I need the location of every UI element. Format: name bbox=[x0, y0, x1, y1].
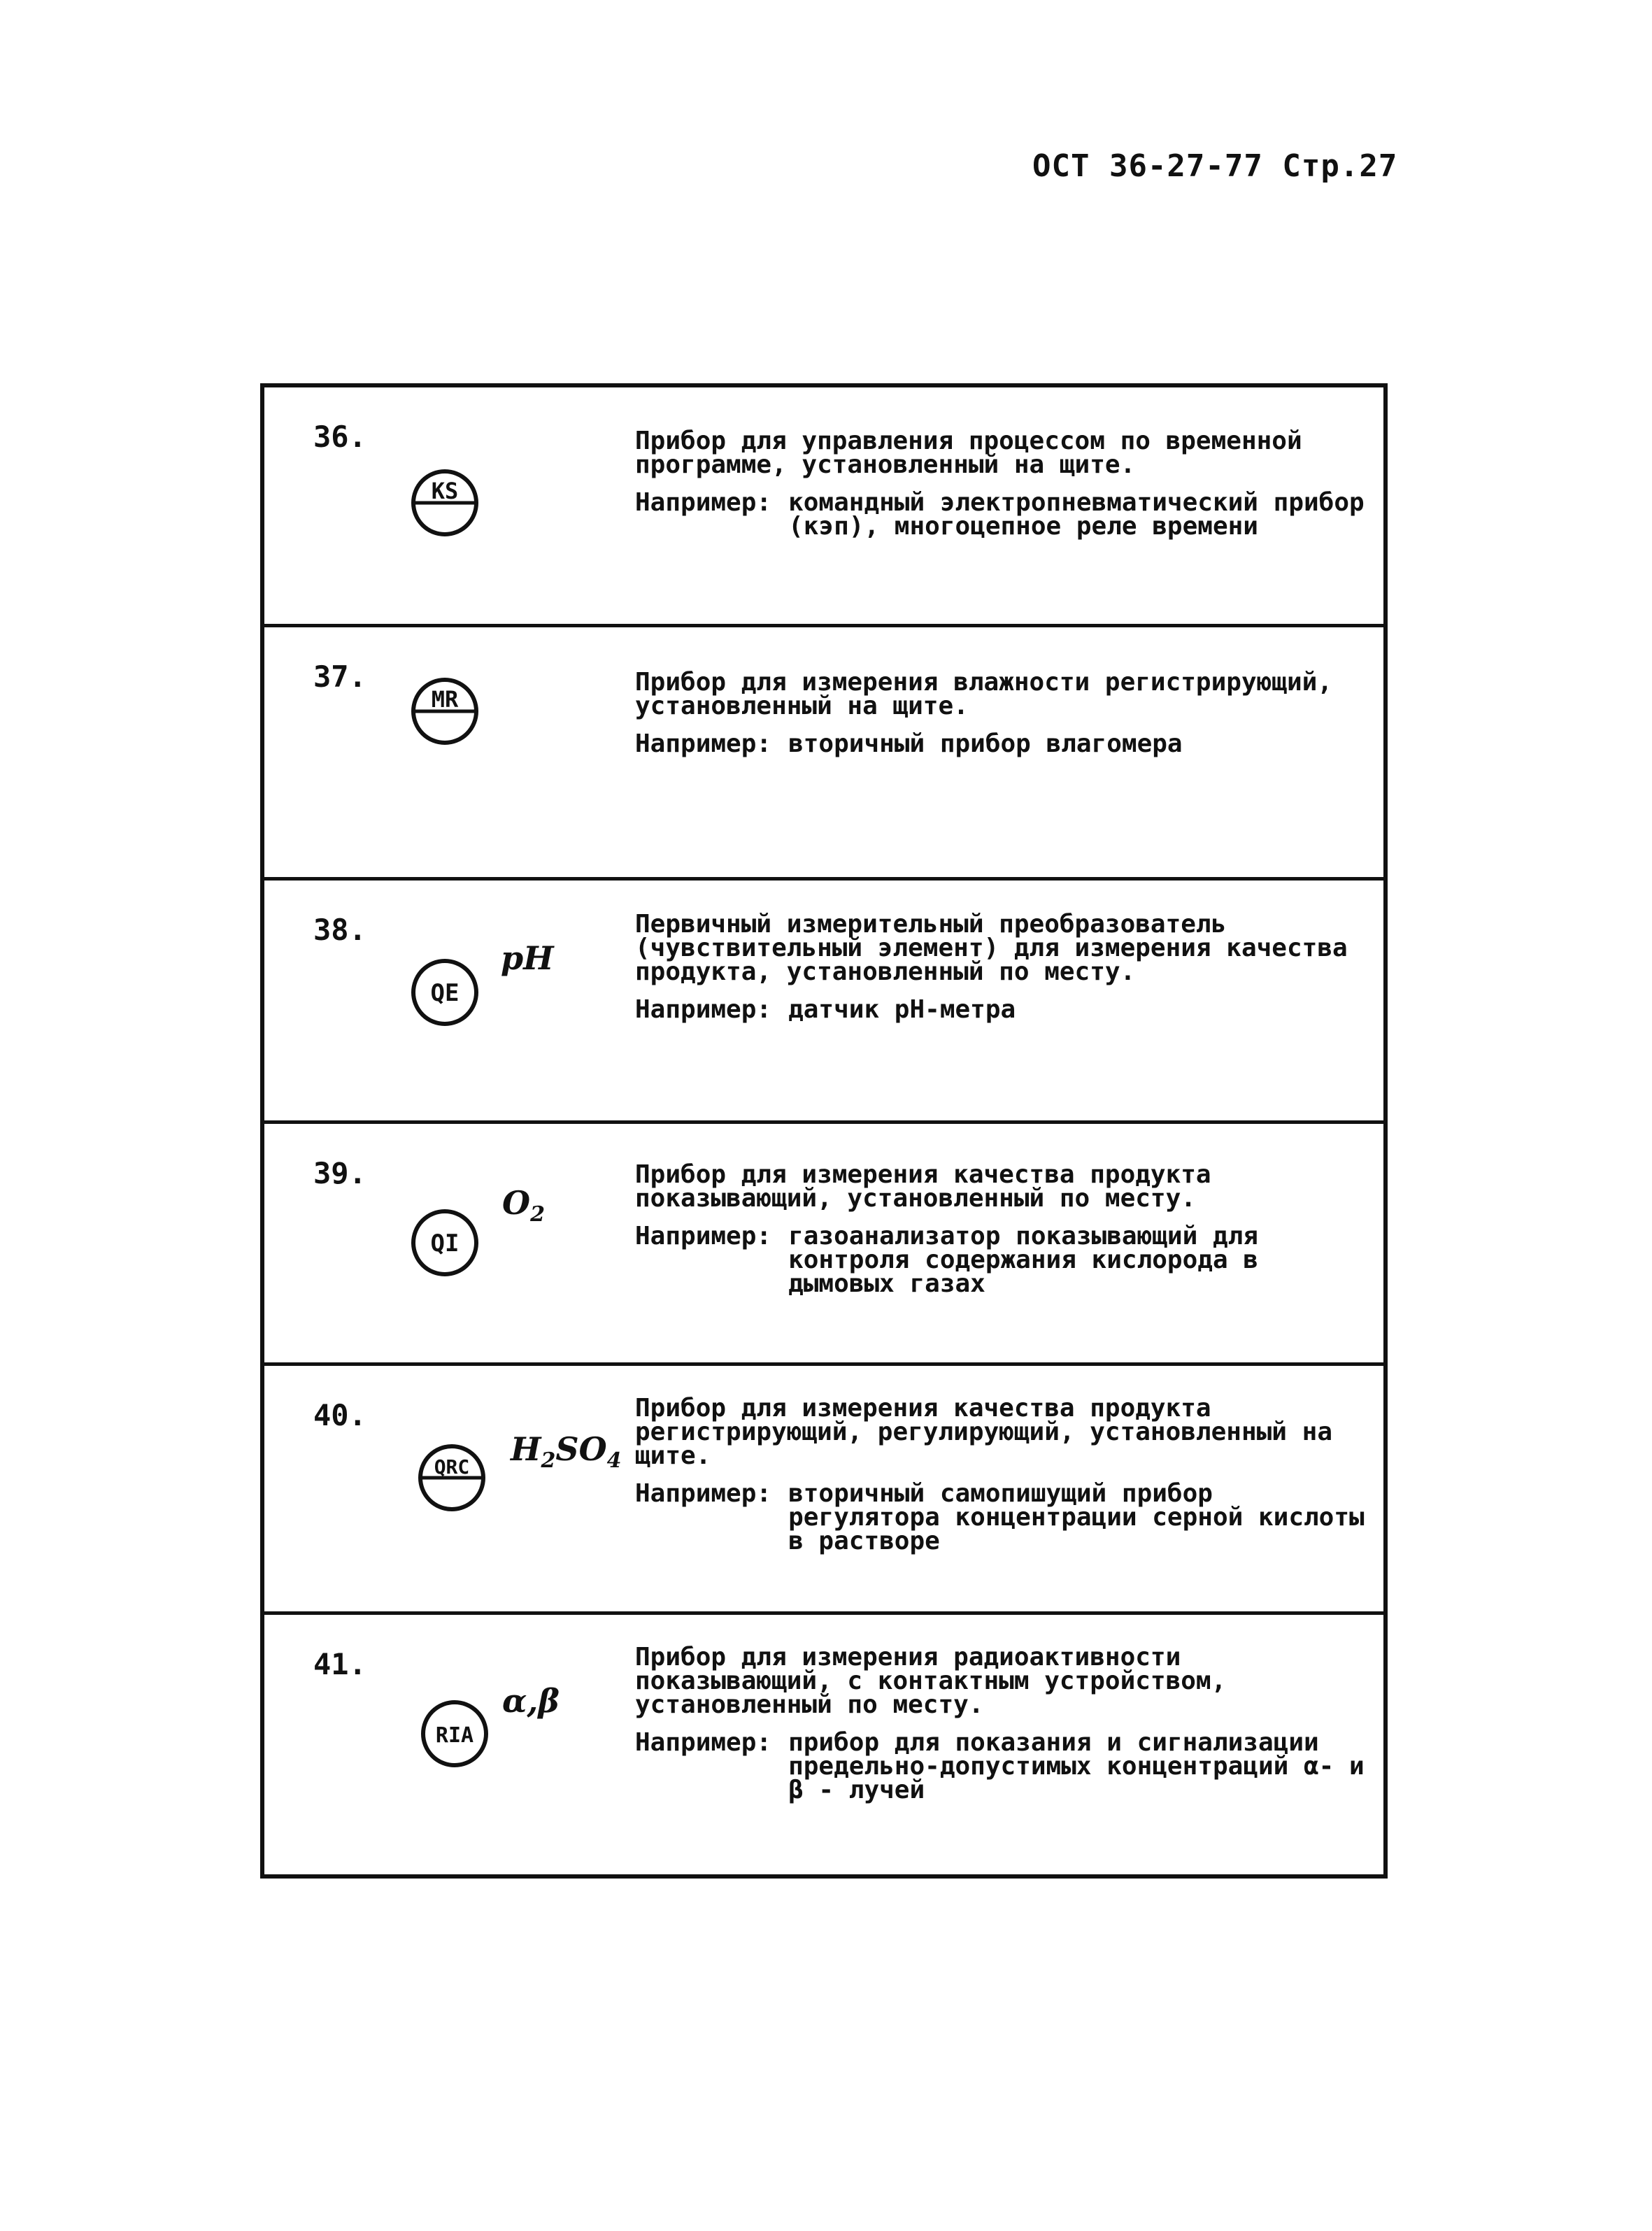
symbol-label: KS bbox=[431, 478, 459, 504]
table-row bbox=[264, 1611, 1383, 1878]
row-number: 41. bbox=[313, 1647, 366, 1681]
description bbox=[635, 668, 1376, 758]
description-text: Прибор для измерения радиоактивности показывающий, с контактным устройством, установленный по месту. bbox=[635, 1643, 1227, 1719]
table-row bbox=[264, 624, 1383, 881]
instrument-symbol bbox=[410, 1208, 480, 1278]
description bbox=[635, 429, 1376, 539]
example-text: вторичный прибор влагомера bbox=[788, 729, 1183, 758]
description-text: Первичный измерительный преобразователь (чувствительный элемент) для измерения качества продукта, установленный по месту. bbox=[635, 910, 1348, 986]
row-number: 37. bbox=[313, 660, 366, 694]
measured-medium: pH bbox=[501, 939, 554, 977]
example-label: Например: bbox=[635, 729, 772, 758]
field-instrument-circle-icon bbox=[410, 957, 480, 1027]
row-number: 39. bbox=[313, 1156, 366, 1190]
description bbox=[635, 910, 1376, 1024]
symbol-label: MR bbox=[431, 686, 459, 713]
description bbox=[635, 1160, 1376, 1298]
example-text: командный электропневматический прибор (кэп), многоцепное реле времени bbox=[788, 488, 1365, 541]
marker-text: O bbox=[502, 1184, 531, 1222]
example-text: датчик pH-метра bbox=[788, 995, 1016, 1024]
table-row bbox=[264, 1120, 1383, 1366]
example bbox=[635, 1728, 1376, 1804]
example-label: Например: bbox=[635, 995, 772, 1024]
example bbox=[635, 995, 1376, 1024]
example-label: Например: bbox=[635, 1728, 772, 1757]
measured-medium bbox=[502, 1184, 545, 1227]
example-text: прибор для показания и сигнализации предельно-допустимых концентраций α- и β - лучей bbox=[788, 1728, 1365, 1804]
example bbox=[635, 729, 1376, 758]
description bbox=[635, 1643, 1376, 1804]
marker-subscript: 2 bbox=[541, 1448, 556, 1474]
document-code: ОСТ 36-27-77 bbox=[1032, 148, 1263, 184]
field-instrument-circle-icon bbox=[420, 1699, 490, 1769]
example-label: Например: bbox=[635, 488, 772, 517]
page-header bbox=[1032, 148, 1397, 184]
instrument-symbol bbox=[410, 468, 480, 538]
example-label: Например: bbox=[635, 1479, 772, 1508]
row-number: 36. bbox=[313, 420, 366, 454]
example-text: газоанализатор показывающий для контроля содержания кислорода в дымовых газах bbox=[788, 1222, 1258, 1298]
example bbox=[635, 1479, 1376, 1555]
table-row bbox=[264, 1362, 1383, 1615]
description-text: Прибор для измерения качества продукта регистрирующий, регулирующий, установленный на щите. bbox=[635, 1394, 1332, 1470]
marker-text: H bbox=[511, 1430, 541, 1468]
instrument-symbol bbox=[410, 957, 480, 1027]
measured-medium: α,β bbox=[502, 1682, 560, 1720]
panel-instrument-circle-icon bbox=[410, 676, 480, 746]
row-number: 40. bbox=[313, 1398, 366, 1432]
panel-instrument-circle-icon bbox=[417, 1443, 487, 1513]
symbol-label: QRC bbox=[434, 1455, 470, 1478]
marker-text: SO bbox=[555, 1430, 607, 1468]
example bbox=[635, 488, 1376, 541]
description-text: Прибор для управления процессом по временной программе, установленный на щите. bbox=[635, 427, 1302, 479]
symbol-label: QI bbox=[430, 1229, 460, 1257]
marker-subscript: 4 bbox=[606, 1448, 622, 1474]
example bbox=[635, 1222, 1376, 1298]
instrument-symbol bbox=[417, 1443, 487, 1513]
symbol-label: RIA bbox=[435, 1723, 474, 1748]
description bbox=[635, 1394, 1376, 1555]
table-row bbox=[264, 387, 1383, 624]
field-instrument-circle-icon bbox=[410, 1208, 480, 1278]
panel-instrument-circle-icon bbox=[410, 468, 480, 538]
instrument-symbol bbox=[410, 676, 480, 746]
description-text: Прибор для измерения качества продукта показывающий, установленный по месту. bbox=[635, 1160, 1211, 1213]
page-number: Стр.27 bbox=[1282, 148, 1398, 184]
table-row bbox=[264, 877, 1383, 1124]
symbol-label: QE bbox=[430, 979, 460, 1007]
example-label: Например: bbox=[635, 1222, 772, 1250]
symbols-table bbox=[260, 383, 1388, 1879]
description-text: Прибор для измерения влажности регистрирующий, установленный на щите. bbox=[635, 668, 1332, 720]
row-number: 38. bbox=[313, 913, 366, 947]
instrument-symbol bbox=[420, 1699, 490, 1769]
measured-medium bbox=[511, 1430, 622, 1473]
marker-subscript: 2 bbox=[530, 1202, 545, 1227]
example-text: вторичный самопишущий прибор регулятора концентрации серной кислоты в растворе bbox=[788, 1479, 1365, 1555]
